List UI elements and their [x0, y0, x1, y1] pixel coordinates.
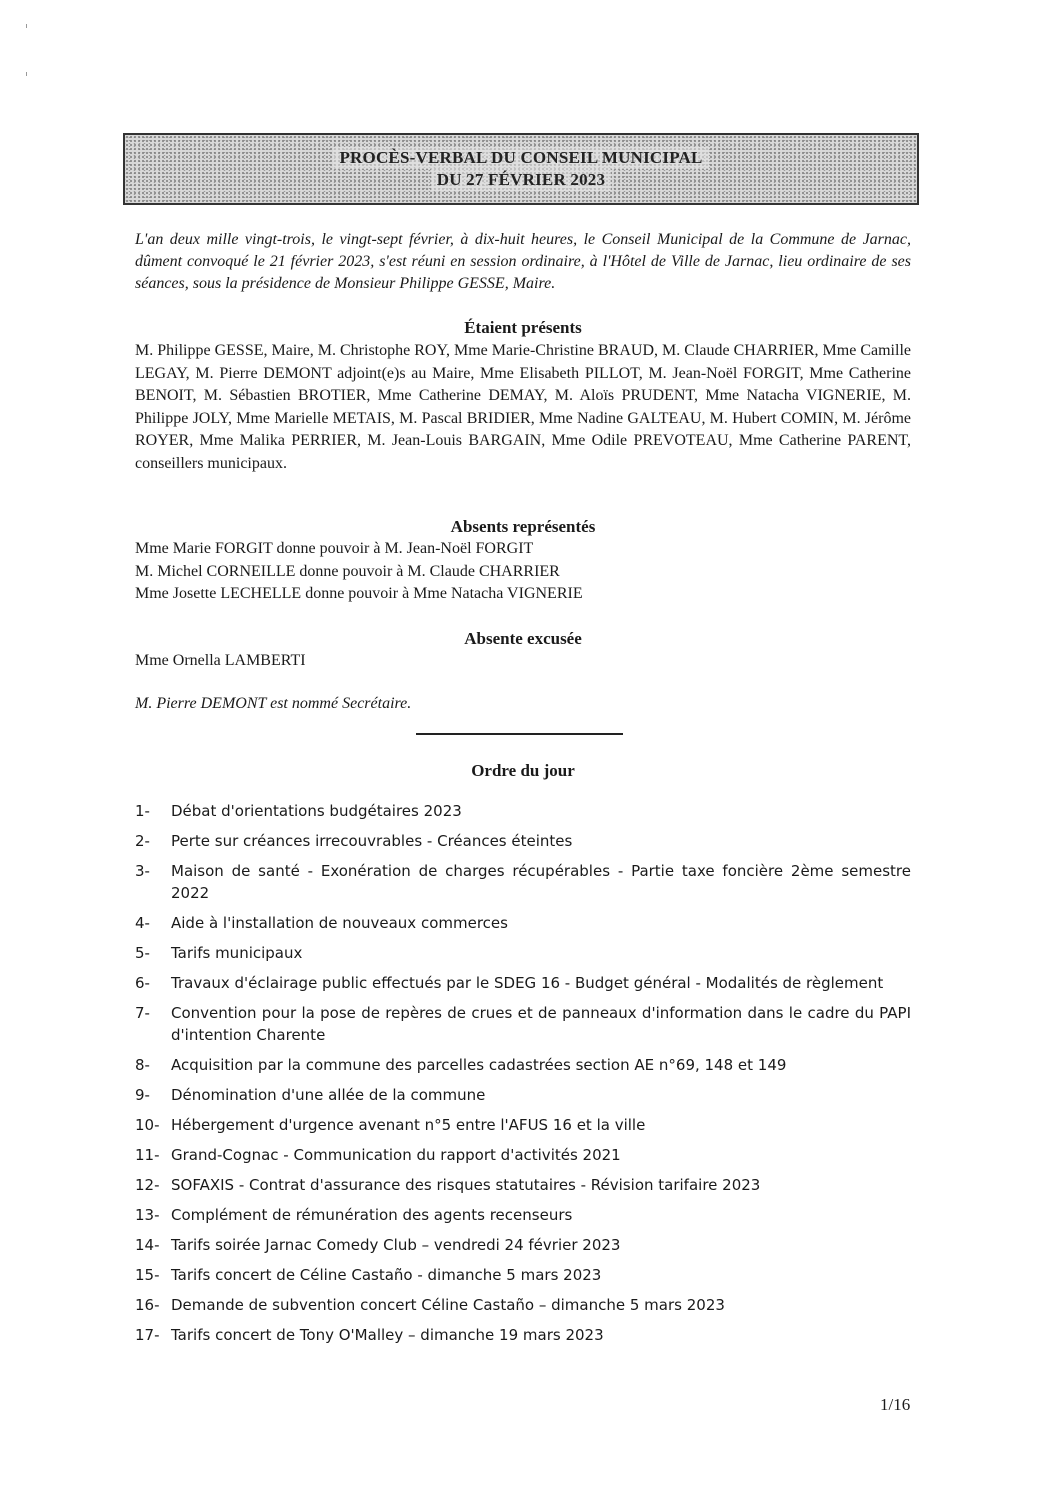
agenda-label: Convention pour la pose de repères de crues et de panneaux d'information dans le cadre du PAPI d'intention Charente — [171, 1004, 911, 1044]
secretary-note: M. Pierre DEMONT est nommé Secrétaire. — [135, 695, 412, 712]
scan-speck — [26, 24, 27, 28]
agenda-label: Tarifs soirée Jarnac Comedy Club – vendredi 24 février 2023 — [171, 1236, 621, 1254]
agenda-heading: Ordre du jour — [471, 761, 575, 780]
agenda-item — [135, 860, 911, 904]
agenda-item — [135, 1294, 911, 1316]
agenda-number: 12- — [135, 1176, 160, 1194]
agenda-number: 10- — [135, 1116, 160, 1134]
agenda-number: 8- — [135, 1056, 150, 1074]
agenda-number: 13- — [135, 1206, 160, 1224]
agenda-number: 4- — [135, 914, 150, 932]
agenda-number: 16- — [135, 1296, 160, 1314]
agenda-item — [135, 972, 911, 994]
agenda-number: 9- — [135, 1086, 150, 1104]
represented-line: Mme Marie FORGIT donne pouvoir à M. Jean-Noël FORGIT — [135, 540, 534, 557]
present-list: M. Philippe GESSE, Maire, M. Christophe ROY, Mme Marie-Christine BRAUD, M. Claude CHARRIER, Mme Camille LEGAY, M. Pierre DEMONT adjoint(e)s au Maire, Mme Elisabeth PILLOT, M. Jean-Noël FORGIT, Mme Catherine BENOIT, M. Sébastien BROTIER, Mme Catherine DEMAY, M. Aloïs PRUDENT, Mme Natacha VIGNERIE, M. Philippe JOLY, Mme Marielle METAIS, M. Pascal BRIDIER, Mme Nadine GALTEAU, M. Hubert COMIN, M. Jérôme ROYER, Mme Malika PERRIER, M. Jean-Louis BARGAIN, Mme Odile PREVOTEAU, Mme Catherine PARENT, conseillers municipaux. — [135, 342, 911, 472]
scan-speck — [26, 72, 27, 76]
agenda-item — [135, 1144, 911, 1166]
agenda-number: 2- — [135, 832, 150, 850]
agenda-label: Perte sur créances irrecouvrables - Créances éteintes — [171, 832, 573, 850]
agenda-label: Hébergement d'urgence avenant n°5 entre l'AFUS 16 et la ville — [171, 1116, 646, 1134]
represented-line: Mme Josette LECHELLE donne pouvoir à Mme Natacha VIGNERIE — [135, 585, 583, 602]
agenda-item — [135, 942, 911, 964]
agenda-label: Acquisition par la commune des parcelles cadastrées section AE n°69, 148 et 149 — [171, 1056, 787, 1074]
agenda-label: Maison de santé - Exonération de charges récupérables - Partie taxe foncière 2ème semestre 2022 — [171, 862, 911, 902]
agenda-label: Travaux d'éclairage public effectués par le SDEG 16 - Budget général - Modalités de règlement — [171, 974, 884, 992]
agenda-item — [135, 1324, 911, 1346]
agenda-label: Débat d'orientations budgétaires 2023 — [171, 802, 462, 820]
agenda-item — [135, 830, 911, 852]
agenda-item — [135, 800, 911, 822]
excused-list — [135, 650, 911, 673]
agenda-item — [135, 1114, 911, 1136]
agenda-number: 17- — [135, 1326, 160, 1344]
agenda-number: 15- — [135, 1266, 160, 1284]
page-number: 1/16 — [880, 1395, 911, 1414]
agenda-number: 1- — [135, 802, 150, 820]
agenda-item — [135, 1084, 911, 1106]
represented-list — [135, 538, 911, 606]
agenda-label: Dénomination d'une allée de la commune — [171, 1086, 486, 1104]
separator-rule — [416, 733, 623, 735]
intro-paragraph: L'an deux mille vingt-trois, le vingt-sept février, à dix-huit heures, le Conseil Municipal de la Commune de Jarnac, dûment convoqué le 21 février 2023, s'est réuni en session ordinaire, à l'Hôtel de Ville de Jarnac, lieu ordinaire de ses séances, sous la présidence de Monsieur Philippe GESSE, Maire. — [135, 231, 911, 292]
agenda-label: Complément de rémunération des agents recenseurs — [171, 1206, 573, 1224]
document-date: DU 27 FÉVRIER 2023 — [431, 169, 611, 191]
agenda-item — [135, 912, 911, 934]
agenda-label: Grand-Cognac - Communication du rapport d'activités 2021 — [171, 1146, 621, 1164]
agenda-number: 11- — [135, 1146, 160, 1164]
agenda-label: Tarifs concert de Tony O'Malley – dimanche 19 mars 2023 — [171, 1326, 604, 1344]
excused-heading: Absente excusée — [464, 629, 582, 648]
agenda-list — [135, 800, 911, 1354]
title-box — [123, 133, 919, 205]
agenda-number: 5- — [135, 944, 150, 962]
agenda-label: Demande de subvention concert Céline Castaño – dimanche 5 mars 2023 — [171, 1296, 725, 1314]
agenda-item — [135, 1264, 911, 1286]
agenda-item — [135, 1002, 911, 1046]
agenda-number: 7- — [135, 1004, 150, 1022]
agenda-label: Tarifs municipaux — [171, 944, 303, 962]
agenda-number: 3- — [135, 862, 150, 880]
present-heading: Étaient présents — [464, 318, 582, 337]
agenda-label: SOFAXIS - Contrat d'assurance des risques statutaires - Révision tarifaire 2023 — [171, 1176, 761, 1194]
agenda-number: 6- — [135, 974, 150, 992]
agenda-item — [135, 1234, 911, 1256]
represented-line: M. Michel CORNEILLE donne pouvoir à M. Claude CHARRIER — [135, 562, 560, 580]
agenda-label: Aide à l'installation de nouveaux commerces — [171, 914, 508, 932]
agenda-item — [135, 1054, 911, 1076]
represented-heading: Absents représentés — [450, 517, 596, 536]
document-title: PROCÈS-VERBAL DU CONSEIL MUNICIPAL — [333, 147, 708, 169]
agenda-label: Tarifs concert de Céline Castaño - dimanche 5 mars 2023 — [171, 1266, 602, 1284]
agenda-number: 14- — [135, 1236, 160, 1254]
agenda-item — [135, 1174, 911, 1196]
excused-line: Mme Ornella LAMBERTI — [135, 652, 306, 669]
agenda-item — [135, 1204, 911, 1226]
